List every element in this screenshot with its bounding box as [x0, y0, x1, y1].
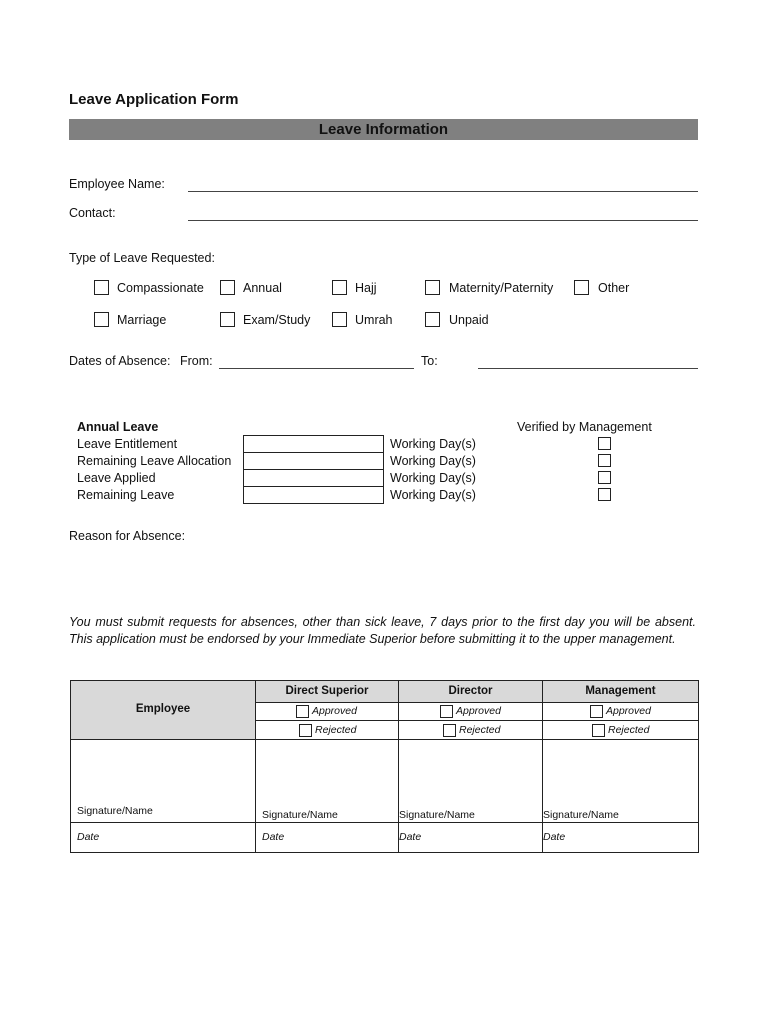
leave-applied-unit: Working Day(s)	[390, 471, 476, 485]
director-approved-label: Approved	[456, 705, 501, 717]
director-signature-label: Signature/Name	[399, 809, 475, 821]
option-label-umrah: Umrah	[355, 313, 393, 327]
verified-checkbox-remaining[interactable]	[598, 488, 611, 501]
option-label-unpaid: Unpaid	[449, 313, 489, 327]
checkbox-unpaid[interactable]	[425, 312, 440, 327]
director-approved-cell	[398, 702, 543, 721]
remaining-leave-input[interactable]	[243, 486, 384, 504]
remaining-allocation-input[interactable]	[243, 452, 384, 470]
checkbox-annual[interactable]	[220, 280, 235, 295]
leave-entitlement-label: Leave Entitlement	[77, 437, 178, 451]
contact-label: Contact:	[69, 206, 116, 220]
dates-of-absence-label: Dates of Absence:	[69, 354, 171, 368]
checkbox-other[interactable]	[574, 280, 589, 295]
management-approved-checkbox[interactable]	[590, 705, 603, 718]
management-date-label: Date	[543, 831, 566, 843]
option-label-exam-study: Exam/Study	[243, 313, 311, 327]
leave-type-label: Type of Leave Requested:	[69, 251, 215, 265]
contact-field[interactable]	[188, 220, 698, 221]
verified-checkbox-applied[interactable]	[598, 471, 611, 484]
reason-for-absence-label: Reason for Absence:	[69, 529, 186, 543]
management-approved-label: Approved	[606, 705, 651, 717]
employee-date-label: Date	[77, 831, 100, 843]
director-header: Director	[398, 680, 543, 703]
option-label-maternity-paternity: Maternity/Paternity	[449, 281, 554, 295]
leave-applied-input[interactable]	[243, 469, 384, 487]
form-title: Leave Application Form	[69, 91, 239, 108]
submission-note: You must submit requests for absences, other than sick leave, 7 days prior to the first day you will be absent. This application must be endorsed by your Immediate Superior before submitting it to the upper management.	[69, 615, 696, 646]
direct-superior-approved-label: Approved	[312, 705, 357, 717]
direct-superior-date-cell[interactable]	[255, 822, 399, 853]
management-date-cell[interactable]	[542, 822, 699, 853]
director-rejected-cell	[398, 720, 543, 740]
employee-signature-label: Signature/Name	[77, 805, 153, 817]
option-label-other: Other	[598, 281, 630, 295]
approval-table	[70, 680, 699, 853]
remaining-leave-label: Remaining Leave	[77, 488, 175, 502]
from-label: From:	[180, 354, 213, 368]
option-label-annual: Annual	[243, 281, 282, 295]
remaining-allocation-label: Remaining Leave Allocation	[77, 454, 232, 468]
verified-by-management-heading: Verified by Management	[517, 420, 652, 434]
checkbox-exam-study[interactable]	[220, 312, 235, 327]
direct-superior-rejected-cell	[255, 720, 399, 740]
option-label-hajj: Hajj	[355, 281, 377, 295]
checkbox-umrah[interactable]	[332, 312, 347, 327]
direct-superior-rejected-label: Rejected	[315, 724, 357, 736]
option-label-marriage: Marriage	[117, 313, 167, 327]
employee-name-field[interactable]	[188, 191, 698, 192]
option-label-compassionate: Compassionate	[117, 281, 204, 295]
date-from-field[interactable]	[219, 368, 414, 369]
director-date-label: Date	[399, 831, 422, 843]
direct-superior-date-label: Date	[262, 831, 285, 843]
verified-checkbox-entitlement[interactable]	[598, 437, 611, 450]
date-to-field[interactable]	[478, 368, 698, 369]
leave-entitlement-input[interactable]	[243, 435, 384, 453]
director-rejected-label: Rejected	[459, 724, 501, 736]
remaining-leave-unit: Working Day(s)	[390, 488, 476, 502]
management-rejected-checkbox[interactable]	[592, 724, 605, 737]
employee-header: Employee	[135, 703, 191, 715]
leave-entitlement-unit: Working Day(s)	[390, 437, 476, 451]
management-rejected-label: Rejected	[608, 724, 650, 736]
management-header: Management	[542, 680, 699, 703]
remaining-allocation-unit: Working Day(s)	[390, 454, 476, 468]
to-label: To:	[421, 354, 438, 368]
verified-checkbox-allocation[interactable]	[598, 454, 611, 467]
management-signature-cell[interactable]	[542, 739, 699, 823]
employee-header-cell	[70, 680, 256, 740]
checkbox-marriage[interactable]	[94, 312, 109, 327]
checkbox-hajj[interactable]	[332, 280, 347, 295]
direct-superior-rejected-checkbox[interactable]	[299, 724, 312, 737]
employee-date-cell[interactable]	[70, 822, 256, 853]
management-signature-label: Signature/Name	[543, 809, 619, 821]
director-approved-checkbox[interactable]	[440, 705, 453, 718]
reason-for-absence-field[interactable]	[69, 548, 698, 604]
checkbox-maternity-paternity[interactable]	[425, 280, 440, 295]
section-header-leave-information: Leave Information	[69, 119, 698, 140]
management-approved-cell	[542, 702, 699, 721]
direct-superior-signature-cell[interactable]	[255, 739, 399, 823]
direct-superior-signature-label: Signature/Name	[262, 809, 338, 821]
management-rejected-cell	[542, 720, 699, 740]
direct-superior-header: Direct Superior	[255, 680, 399, 703]
direct-superior-approved-cell	[255, 702, 399, 721]
director-signature-cell[interactable]	[398, 739, 543, 823]
checkbox-compassionate[interactable]	[94, 280, 109, 295]
employee-name-label: Employee Name:	[69, 177, 165, 191]
director-rejected-checkbox[interactable]	[443, 724, 456, 737]
director-date-cell[interactable]	[398, 822, 543, 853]
annual-leave-heading: Annual Leave	[77, 420, 159, 434]
direct-superior-approved-checkbox[interactable]	[296, 705, 309, 718]
employee-signature-cell[interactable]	[70, 739, 256, 823]
leave-applied-label: Leave Applied	[77, 471, 156, 485]
